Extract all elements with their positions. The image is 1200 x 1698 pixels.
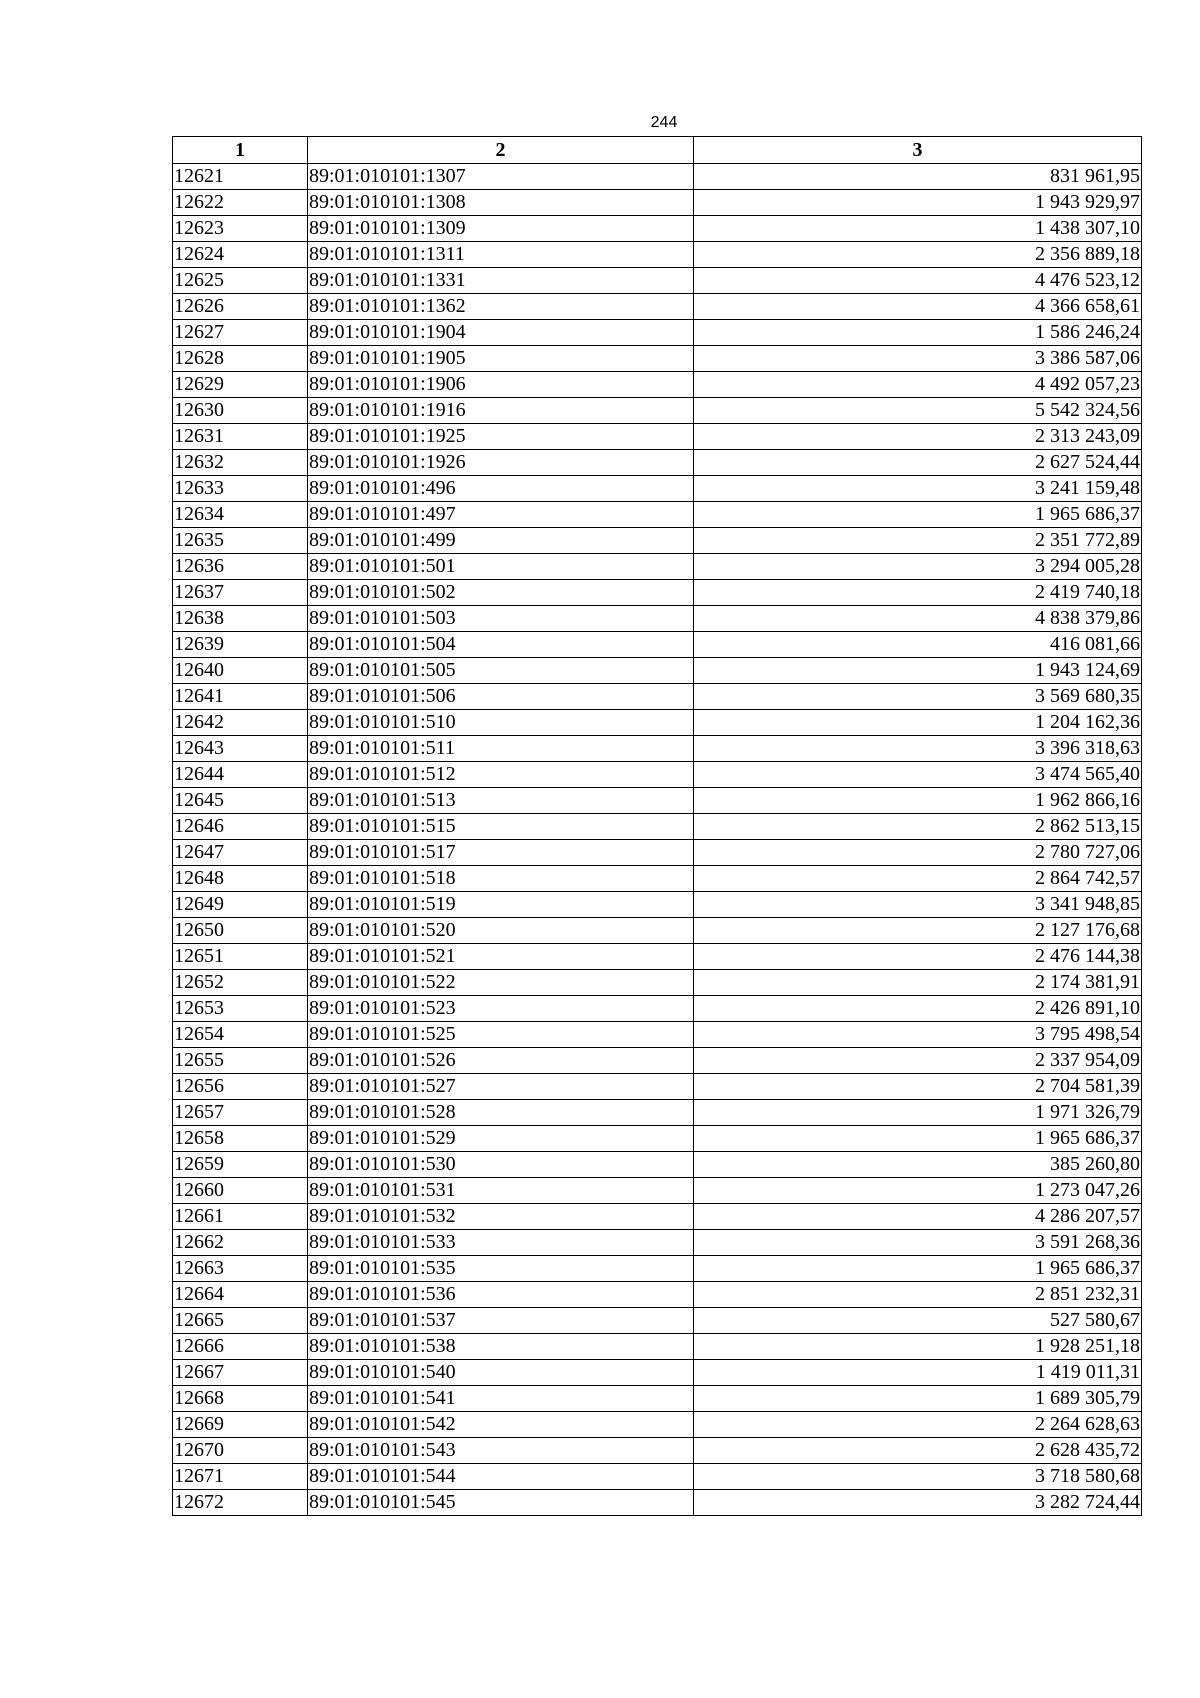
table-row <box>173 1334 1142 1360</box>
table-row <box>173 164 1142 190</box>
cadastral-value-cell: 3 282 724,44 <box>694 1490 1142 1516</box>
row-number-cell: 12635 <box>173 528 308 554</box>
cadastral-value-cell: 5 542 324,56 <box>694 398 1142 424</box>
row-number-cell: 12667 <box>173 1360 308 1386</box>
table-row <box>173 892 1142 918</box>
cadastral-number-cell: 89:01:010101:526 <box>308 1048 694 1074</box>
table-row <box>173 814 1142 840</box>
row-number-cell: 12666 <box>173 1334 308 1360</box>
table-row <box>173 1386 1142 1412</box>
row-number-cell: 12654 <box>173 1022 308 1048</box>
table-row <box>173 1126 1142 1152</box>
row-number-cell: 12639 <box>173 632 308 658</box>
cadastral-number-cell: 89:01:010101:517 <box>308 840 694 866</box>
cadastral-number-cell: 89:01:010101:522 <box>308 970 694 996</box>
cadastral-value-cell: 1 943 124,69 <box>694 658 1142 684</box>
cadastral-value-cell: 3 474 565,40 <box>694 762 1142 788</box>
cadastral-number-cell: 89:01:010101:541 <box>308 1386 694 1412</box>
cadastral-value-cell: 4 476 523,12 <box>694 268 1142 294</box>
cadastral-number-cell: 89:01:010101:1926 <box>308 450 694 476</box>
cadastral-number-cell: 89:01:010101:533 <box>308 1230 694 1256</box>
row-number-cell: 12623 <box>173 216 308 242</box>
cadastral-value-cell: 2 862 513,15 <box>694 814 1142 840</box>
column-header-3: 3 <box>694 137 1142 164</box>
row-number-cell: 12643 <box>173 736 308 762</box>
cadastral-number-cell: 89:01:010101:538 <box>308 1334 694 1360</box>
table-row <box>173 1178 1142 1204</box>
cadastral-value-cell: 2 419 740,18 <box>694 580 1142 606</box>
cadastral-number-cell: 89:01:010101:510 <box>308 710 694 736</box>
table-row <box>173 632 1142 658</box>
row-number-cell: 12646 <box>173 814 308 840</box>
cadastral-value-cell: 2 704 581,39 <box>694 1074 1142 1100</box>
row-number-cell: 12627 <box>173 320 308 346</box>
row-number-cell: 12670 <box>173 1438 308 1464</box>
cadastral-number-cell: 89:01:010101:502 <box>308 580 694 606</box>
row-number-cell: 12637 <box>173 580 308 606</box>
cadastral-value-cell: 2 351 772,89 <box>694 528 1142 554</box>
cadastral-value-cell: 1 928 251,18 <box>694 1334 1142 1360</box>
row-number-cell: 12642 <box>173 710 308 736</box>
row-number-cell: 12650 <box>173 918 308 944</box>
cadastral-number-cell: 89:01:010101:1906 <box>308 372 694 398</box>
table-row <box>173 1360 1142 1386</box>
cadastral-value-cell: 1 965 686,37 <box>694 1256 1142 1282</box>
table-row <box>173 1438 1142 1464</box>
cadastral-number-cell: 89:01:010101:503 <box>308 606 694 632</box>
cadastral-value-cell: 1 586 246,24 <box>694 320 1142 346</box>
table-row <box>173 658 1142 684</box>
cadastral-number-cell: 89:01:010101:525 <box>308 1022 694 1048</box>
row-number-cell: 12669 <box>173 1412 308 1438</box>
cadastral-number-cell: 89:01:010101:530 <box>308 1152 694 1178</box>
table-row <box>173 1048 1142 1074</box>
cadastral-number-cell: 89:01:010101:1307 <box>308 164 694 190</box>
row-number-cell: 12644 <box>173 762 308 788</box>
row-number-cell: 12657 <box>173 1100 308 1126</box>
cadastral-number-cell: 89:01:010101:536 <box>308 1282 694 1308</box>
row-number-cell: 12660 <box>173 1178 308 1204</box>
table-row <box>173 684 1142 710</box>
cadastral-value-cell: 1 438 307,10 <box>694 216 1142 242</box>
table-row <box>173 1490 1142 1516</box>
row-number-cell: 12671 <box>173 1464 308 1490</box>
cadastral-number-cell: 89:01:010101:544 <box>308 1464 694 1490</box>
table-row <box>173 1256 1142 1282</box>
table-body <box>173 164 1142 1516</box>
cadastral-value-cell: 2 627 524,44 <box>694 450 1142 476</box>
cadastral-number-cell: 89:01:010101:532 <box>308 1204 694 1230</box>
cadastral-value-cell: 2 426 891,10 <box>694 996 1142 1022</box>
cadastral-value-cell: 385 260,80 <box>694 1152 1142 1178</box>
cadastral-number-cell: 89:01:010101:1311 <box>308 242 694 268</box>
cadastral-number-cell: 89:01:010101:537 <box>308 1308 694 1334</box>
cadastral-value-cell: 4 286 207,57 <box>694 1204 1142 1230</box>
cadastral-value-cell: 3 396 318,63 <box>694 736 1142 762</box>
row-number-cell: 12664 <box>173 1282 308 1308</box>
row-number-cell: 12622 <box>173 190 308 216</box>
row-number-cell: 12624 <box>173 242 308 268</box>
table-row <box>173 528 1142 554</box>
cadastral-value-cell: 2 851 232,31 <box>694 1282 1142 1308</box>
cadastral-number-cell: 89:01:010101:1362 <box>308 294 694 320</box>
cadastral-value-cell: 2 264 628,63 <box>694 1412 1142 1438</box>
table-row <box>173 866 1142 892</box>
cadastral-value-cell: 1 965 686,37 <box>694 1126 1142 1152</box>
row-number-cell: 12658 <box>173 1126 308 1152</box>
cadastral-value-cell: 3 386 587,06 <box>694 346 1142 372</box>
cadastral-value-cell: 1 943 929,97 <box>694 190 1142 216</box>
cadastral-number-cell: 89:01:010101:1331 <box>308 268 694 294</box>
cadastral-value-cell: 2 127 176,68 <box>694 918 1142 944</box>
table-row <box>173 918 1142 944</box>
table-row <box>173 190 1142 216</box>
table-row <box>173 372 1142 398</box>
table-row <box>173 840 1142 866</box>
table-row <box>173 1230 1142 1256</box>
table-row <box>173 346 1142 372</box>
cadastral-number-cell: 89:01:010101:512 <box>308 762 694 788</box>
table-row <box>173 242 1142 268</box>
table-header-row <box>173 137 1142 164</box>
row-number-cell: 12653 <box>173 996 308 1022</box>
cadastral-value-cell: 1 204 162,36 <box>694 710 1142 736</box>
cadastral-number-cell: 89:01:010101:1904 <box>308 320 694 346</box>
table-row <box>173 216 1142 242</box>
table-row <box>173 944 1142 970</box>
cadastral-value-cell: 3 591 268,36 <box>694 1230 1142 1256</box>
cadastral-number-cell: 89:01:010101:542 <box>308 1412 694 1438</box>
table-row <box>173 1464 1142 1490</box>
row-number-cell: 12621 <box>173 164 308 190</box>
cadastral-number-cell: 89:01:010101:497 <box>308 502 694 528</box>
table-row <box>173 398 1142 424</box>
row-number-cell: 12625 <box>173 268 308 294</box>
cadastral-value-cell: 2 476 144,38 <box>694 944 1142 970</box>
cadastral-number-cell: 89:01:010101:496 <box>308 476 694 502</box>
table-row <box>173 1204 1142 1230</box>
cadastral-value-cell: 527 580,67 <box>694 1308 1142 1334</box>
cadastral-number-cell: 89:01:010101:518 <box>308 866 694 892</box>
table-row <box>173 788 1142 814</box>
row-number-cell: 12645 <box>173 788 308 814</box>
row-number-cell: 12628 <box>173 346 308 372</box>
cadastral-value-cell: 2 313 243,09 <box>694 424 1142 450</box>
row-number-cell: 12668 <box>173 1386 308 1412</box>
row-number-cell: 12641 <box>173 684 308 710</box>
cadastral-value-cell: 2 628 435,72 <box>694 1438 1142 1464</box>
page-number: 244 <box>650 114 678 131</box>
cadastral-value-cell: 2 780 727,06 <box>694 840 1142 866</box>
row-number-cell: 12663 <box>173 1256 308 1282</box>
row-number-cell: 12630 <box>173 398 308 424</box>
cadastral-number-cell: 89:01:010101:529 <box>308 1126 694 1152</box>
cadastral-value-cell: 831 961,95 <box>694 164 1142 190</box>
cadastral-number-cell: 89:01:010101:520 <box>308 918 694 944</box>
cadastral-number-cell: 89:01:010101:545 <box>308 1490 694 1516</box>
cadastral-value-cell: 3 795 498,54 <box>694 1022 1142 1048</box>
cadastral-value-cell: 2 174 381,91 <box>694 970 1142 996</box>
cadastral-value-table <box>172 136 1142 1516</box>
cadastral-value-cell: 1 689 305,79 <box>694 1386 1142 1412</box>
row-number-cell: 12631 <box>173 424 308 450</box>
cadastral-value-cell: 4 366 658,61 <box>694 294 1142 320</box>
cadastral-number-cell: 89:01:010101:543 <box>308 1438 694 1464</box>
column-header-2: 2 <box>308 137 694 164</box>
cadastral-value-cell: 4 838 379,86 <box>694 606 1142 632</box>
cadastral-value-cell: 1 971 326,79 <box>694 1100 1142 1126</box>
column-header-1: 1 <box>173 137 308 164</box>
table-row <box>173 450 1142 476</box>
row-number-cell: 12626 <box>173 294 308 320</box>
cadastral-number-cell: 89:01:010101:511 <box>308 736 694 762</box>
cadastral-number-cell: 89:01:010101:505 <box>308 658 694 684</box>
cadastral-number-cell: 89:01:010101:504 <box>308 632 694 658</box>
cadastral-number-cell: 89:01:010101:499 <box>308 528 694 554</box>
row-number-cell: 12649 <box>173 892 308 918</box>
table-row <box>173 294 1142 320</box>
cadastral-number-cell: 89:01:010101:1309 <box>308 216 694 242</box>
row-number-cell: 12665 <box>173 1308 308 1334</box>
table-row <box>173 1022 1142 1048</box>
row-number-cell: 12656 <box>173 1074 308 1100</box>
table-row <box>173 580 1142 606</box>
row-number-cell: 12659 <box>173 1152 308 1178</box>
row-number-cell: 12662 <box>173 1230 308 1256</box>
table-row <box>173 476 1142 502</box>
table-row <box>173 502 1142 528</box>
cadastral-number-cell: 89:01:010101:531 <box>308 1178 694 1204</box>
cadastral-value-cell: 1 419 011,31 <box>694 1360 1142 1386</box>
row-number-cell: 12633 <box>173 476 308 502</box>
table-row <box>173 606 1142 632</box>
table-row <box>173 320 1142 346</box>
table-row <box>173 554 1142 580</box>
cadastral-number-cell: 89:01:010101:1905 <box>308 346 694 372</box>
table-row <box>173 1100 1142 1126</box>
table-row <box>173 996 1142 1022</box>
table-row <box>173 762 1142 788</box>
cadastral-value-cell: 2 337 954,09 <box>694 1048 1142 1074</box>
table-row <box>173 1282 1142 1308</box>
table-row <box>173 268 1142 294</box>
cadastral-value-cell: 2 864 742,57 <box>694 866 1142 892</box>
row-number-cell: 12636 <box>173 554 308 580</box>
cadastral-number-cell: 89:01:010101:527 <box>308 1074 694 1100</box>
cadastral-value-cell: 4 492 057,23 <box>694 372 1142 398</box>
cadastral-number-cell: 89:01:010101:1308 <box>308 190 694 216</box>
cadastral-number-cell: 89:01:010101:506 <box>308 684 694 710</box>
cadastral-number-cell: 89:01:010101:519 <box>308 892 694 918</box>
table-row <box>173 970 1142 996</box>
row-number-cell: 12655 <box>173 1048 308 1074</box>
table-row <box>173 424 1142 450</box>
cadastral-number-cell: 89:01:010101:513 <box>308 788 694 814</box>
cadastral-value-cell: 416 081,66 <box>694 632 1142 658</box>
cadastral-value-cell: 3 341 948,85 <box>694 892 1142 918</box>
cadastral-value-cell: 1 965 686,37 <box>694 502 1142 528</box>
cadastral-number-cell: 89:01:010101:540 <box>308 1360 694 1386</box>
table-row <box>173 1152 1142 1178</box>
row-number-cell: 12661 <box>173 1204 308 1230</box>
cadastral-value-cell: 1 962 866,16 <box>694 788 1142 814</box>
cadastral-value-cell: 3 241 159,48 <box>694 476 1142 502</box>
row-number-cell: 12638 <box>173 606 308 632</box>
row-number-cell: 12634 <box>173 502 308 528</box>
cadastral-number-cell: 89:01:010101:501 <box>308 554 694 580</box>
table-row <box>173 736 1142 762</box>
row-number-cell: 12651 <box>173 944 308 970</box>
cadastral-number-cell: 89:01:010101:523 <box>308 996 694 1022</box>
cadastral-number-cell: 89:01:010101:521 <box>308 944 694 970</box>
row-number-cell: 12629 <box>173 372 308 398</box>
cadastral-value-cell: 3 569 680,35 <box>694 684 1142 710</box>
cadastral-value-cell: 1 273 047,26 <box>694 1178 1142 1204</box>
row-number-cell: 12648 <box>173 866 308 892</box>
row-number-cell: 12640 <box>173 658 308 684</box>
table-row <box>173 1308 1142 1334</box>
cadastral-number-cell: 89:01:010101:535 <box>308 1256 694 1282</box>
cadastral-value-cell: 2 356 889,18 <box>694 242 1142 268</box>
table-row <box>173 710 1142 736</box>
cadastral-number-cell: 89:01:010101:528 <box>308 1100 694 1126</box>
cadastral-value-cell: 3 718 580,68 <box>694 1464 1142 1490</box>
row-number-cell: 12632 <box>173 450 308 476</box>
cadastral-number-cell: 89:01:010101:1925 <box>308 424 694 450</box>
cadastral-number-cell: 89:01:010101:515 <box>308 814 694 840</box>
row-number-cell: 12652 <box>173 970 308 996</box>
table-row <box>173 1412 1142 1438</box>
cadastral-value-cell: 3 294 005,28 <box>694 554 1142 580</box>
table-row <box>173 1074 1142 1100</box>
row-number-cell: 12672 <box>173 1490 308 1516</box>
cadastral-number-cell: 89:01:010101:1916 <box>308 398 694 424</box>
row-number-cell: 12647 <box>173 840 308 866</box>
